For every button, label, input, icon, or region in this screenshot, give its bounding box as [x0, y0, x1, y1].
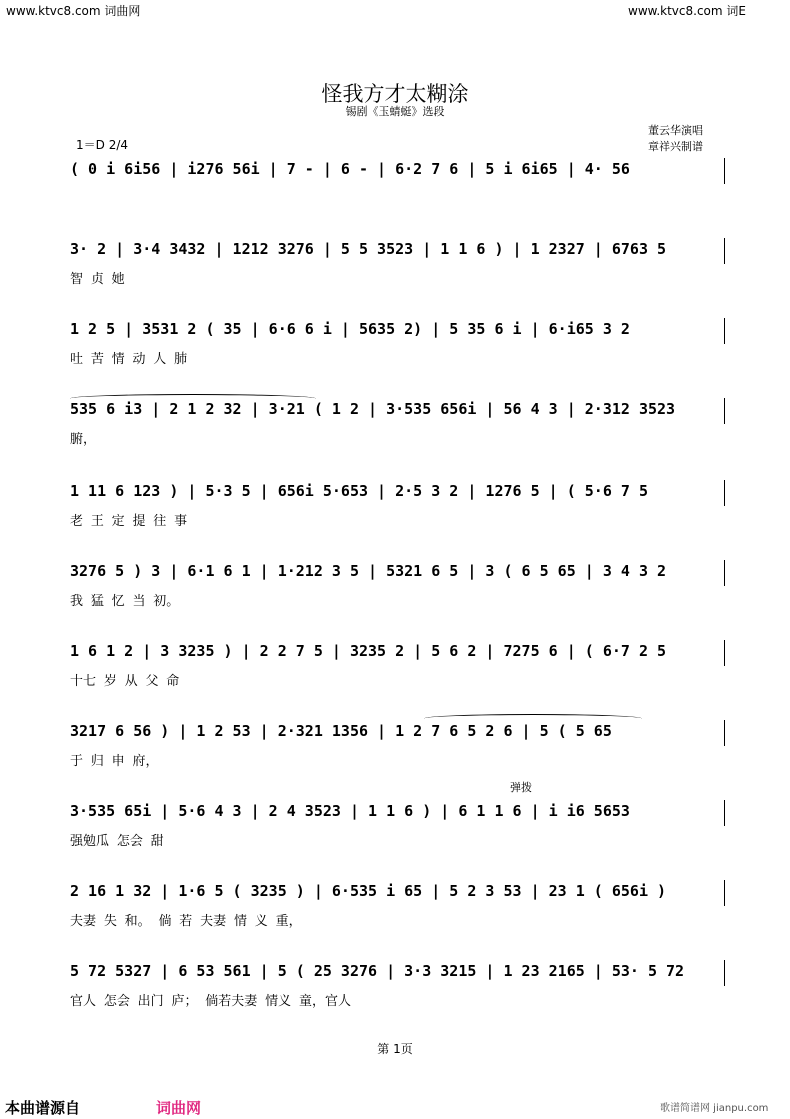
- system-10-end-barline: [724, 880, 725, 906]
- song-title: 怪我方才太糊涂: [321, 82, 469, 106]
- header-site-left: www.ktvc8.com 词曲网: [6, 4, 141, 18]
- singer-credit: 董云华演唱: [648, 124, 703, 137]
- system-2-notes: 3· 2 | 3·4 3432 | 1212 3276 | 5 5 3523 | 1 1 6 ) | 1 2327 | 6763 5: [70, 240, 667, 258]
- system-7-lyrics: 十七 岁 从 父 命: [70, 674, 180, 689]
- system-3-end-barline: [724, 318, 725, 344]
- source-site-logo: 词曲网: [156, 1099, 202, 1117]
- system-1-end-barline: [724, 158, 725, 184]
- system-6-notes: 3276 5 ) 3 | 6·1 6 1 | 1·212 3 5 | 5321 6 5 | 3 ( 6 5 65 | 3 4 3 2: [70, 562, 667, 580]
- key-signature: 1＝D 2/4: [76, 138, 129, 152]
- system-8-end-barline: [724, 720, 725, 746]
- system-7-notes: 1 6 1 2 | 3 3235 ) | 2 2 7 5 | 3235 2 | 5 6 2 | 7275 6 | ( 6·7 2 5: [70, 642, 667, 660]
- page-number: 第 1页: [377, 1042, 413, 1056]
- system-5-end-barline: [724, 480, 725, 506]
- system-6-lyrics: 我 猛 忆 当 初。: [70, 594, 180, 609]
- system-10-lyrics: 夫妻 失 和。 倘 若 夫妻 情 义 重，: [70, 914, 302, 929]
- system-11-end-barline: [724, 960, 725, 986]
- system-1-notes: ( 0 i 6i56 | i276 56i | 7 - | 6 - | 6·2 7 6 | 5 i 6i65 | 4· 56: [70, 160, 630, 178]
- system-10-notes: 2 16 1 32 | 1·6 5 ( 3235 ) | 6·535 i 65 | 5 2 3 53 | 23 1 ( 656i ): [70, 882, 667, 900]
- system-8-lyrics: 于 归 申 府，: [70, 754, 159, 769]
- system-4-lyrics: 腑，: [70, 432, 97, 447]
- system-8-notes: 3217 6 56 ) | 1 2 53 | 2·321 1356 | 1 2 7 6 5 2 6 | 5 ( 5 65: [70, 722, 612, 740]
- system-7-end-barline: [724, 640, 725, 666]
- system-6-end-barline: [724, 560, 725, 586]
- system-9-lyrics: 强勉瓜 怎会 甜: [70, 834, 164, 849]
- system-2-lyrics: 智 贞 她: [70, 272, 125, 287]
- system-4-end-barline: [724, 398, 725, 424]
- system-3-notes: 1 2 5 | 3531 2 ( 35 | 6·6 6 i | 5635 2) | 5 35 6 i | 6·i65 3 2: [70, 320, 630, 338]
- system-3-lyrics: 吐 苦 情 动 人 肺: [70, 352, 188, 367]
- system-11-lyrics: 官人 怎会 出门 庐； 倘若夫妻 情义 童，官人: [70, 994, 351, 1009]
- system-11-notes: 5 72 5327 | 6 53 561 | 5 ( 25 3276 | 3·3 3215 | 1 23 2165 | 53· 5 72: [70, 962, 685, 980]
- system-9-end-barline: [724, 800, 725, 826]
- system-5-notes: 1 11 6 123 ) | 5·3 5 | 656i 5·653 | 2·5 3 2 | 1276 5 | ( 5·6 7 5: [70, 482, 648, 500]
- system-2-end-barline: [724, 238, 725, 264]
- system-4-notes: 535 6 i3 | 2 1 2 32 | 3·21 ( 1 2 | 3·535 656i | 56 4 3 | 2·312 3523: [70, 400, 676, 418]
- system-5-lyrics: 老 王 定 提 往 事: [70, 514, 188, 529]
- source-label: 本曲谱源自: [5, 1099, 81, 1117]
- header-site-right: www.ktvc8.com 词E: [628, 4, 746, 18]
- transcriber-credit: 章祥兴制谱: [648, 140, 703, 153]
- song-subtitle: 锡剧《玉蜻蜓》选段: [345, 105, 445, 118]
- tanbo-annotation: 弹拨: [510, 781, 532, 794]
- system-9-notes: 3·535 65i | 5·6 4 3 | 2 4 3523 | 1 1 6 ) | 6 1 1 6 | i i6 5653: [70, 802, 630, 820]
- watermark: 歌谱简谱网 jianpu.com: [660, 1103, 769, 1114]
